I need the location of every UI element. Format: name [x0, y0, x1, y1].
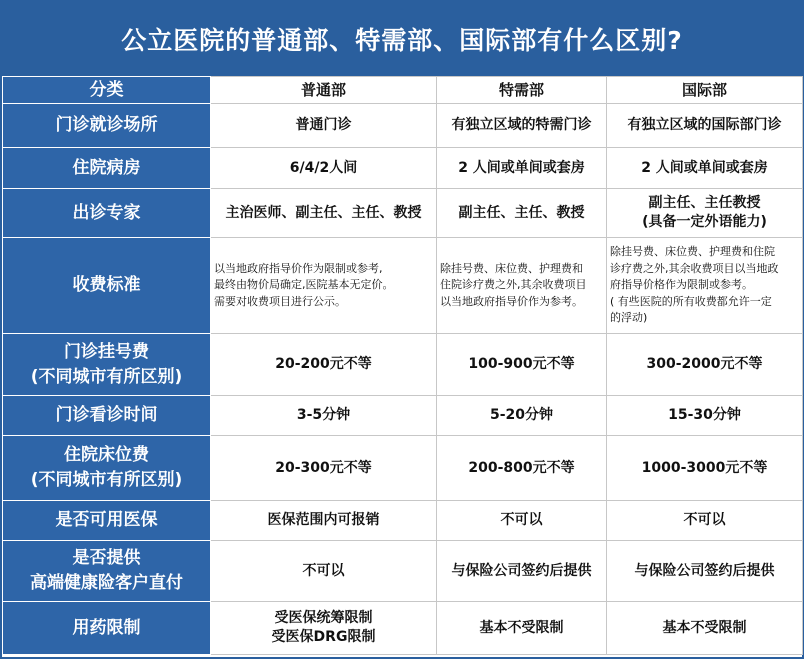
- row-label-line: 住院病房: [72, 157, 141, 178]
- row-label: [3, 189, 211, 238]
- page-title: 公立医院的普通部、特需部、国际部有什么区别?: [2, 2, 802, 76]
- table-cell: 20-300元不等: [211, 436, 437, 501]
- table-cell: 15-30分钟: [607, 396, 803, 436]
- row-label-line: 用药限制: [72, 617, 141, 638]
- table-cell: 100-900元不等: [437, 334, 607, 396]
- table-row: [3, 436, 803, 501]
- table-cell: 受医保统筹限制 受医保DRG限制: [211, 602, 437, 655]
- table-cell: 有独立区域的国际部门诊: [607, 104, 803, 148]
- row-label: [3, 238, 211, 334]
- header-international: 国际部: [607, 77, 803, 104]
- row-label-line: 是否提供: [72, 548, 141, 569]
- table-cell: 不可以: [607, 501, 803, 541]
- table-cell: 除挂号费、床位费、护理费和 住院诊疗费之外,其余收费项目 以当地政府指导价作为参考。: [437, 238, 607, 334]
- row-label-line: 门诊就诊场所: [55, 115, 158, 136]
- row-label-line: 住院床位费: [64, 445, 149, 466]
- table-cell: 副主任、主任教授 (具备一定外语能力): [607, 189, 803, 238]
- table-cell: 普通门诊: [211, 104, 437, 148]
- table-cell: 医保范围内可报销: [211, 501, 437, 541]
- table-row: [3, 501, 803, 541]
- table-cell: 1000-3000元不等: [607, 436, 803, 501]
- row-label-line: 门诊看诊时间: [55, 405, 158, 426]
- table-cell: 基本不受限制: [607, 602, 803, 655]
- row-label-line: 是否可用医保: [55, 510, 158, 531]
- table-row: [3, 238, 803, 334]
- row-label: [3, 436, 211, 501]
- table-cell: 2 人间或单间或套房: [437, 148, 607, 189]
- table-header-row: [3, 77, 803, 104]
- table-cell: 除挂号费、床位费、护理费和住院 诊疗费之外,其余收费项目以当地政 府指导价格作为限制或参考。 ( 有些医院的所有收费都允许一定 的浮动): [607, 238, 803, 334]
- row-label: [3, 602, 211, 655]
- row-label-line: (不同城市有所区别): [30, 366, 183, 387]
- table-cell: 以当地政府指导价作为限制或参考, 最终由物价局确定,医院基本无定价。 需要对收费项目进行公示。: [211, 238, 437, 334]
- table-cell: 5-20分钟: [437, 396, 607, 436]
- table-cell: 与保险公司签约后提供: [437, 541, 607, 602]
- table-cell: 300-2000元不等: [607, 334, 803, 396]
- table-cell: 200-800元不等: [437, 436, 607, 501]
- table-row: [3, 104, 803, 148]
- row-label-line: 收费标准: [72, 275, 141, 296]
- row-label: [3, 541, 211, 602]
- header-general: 普通部: [211, 77, 437, 104]
- table-row: [3, 602, 803, 655]
- table-cell: 3-5分钟: [211, 396, 437, 436]
- table-cell: 2 人间或单间或套房: [607, 148, 803, 189]
- table-row: [3, 148, 803, 189]
- table-row: [3, 189, 803, 238]
- table-cell: 与保险公司签约后提供: [607, 541, 803, 602]
- table-row: [3, 541, 803, 602]
- row-label: [3, 501, 211, 541]
- table-cell: 6/4/2人间: [211, 148, 437, 189]
- table-cell: 基本不受限制: [437, 602, 607, 655]
- table-cell: 主治医师、副主任、主任、教授: [211, 189, 437, 238]
- header-special-needs: 特需部: [437, 77, 607, 104]
- row-label: [3, 396, 211, 436]
- table-cell: 不可以: [211, 541, 437, 602]
- row-label-line: (不同城市有所区别): [30, 470, 183, 490]
- table-row: [3, 334, 803, 396]
- table-cell: 20-200元不等: [211, 334, 437, 396]
- table-cell: 副主任、主任、教授: [437, 189, 607, 238]
- comparison-table: [2, 76, 803, 655]
- row-label-line: 高端健康险客户直付: [30, 573, 183, 593]
- row-label: [3, 334, 211, 396]
- row-label: [3, 104, 211, 148]
- table-row: [3, 396, 803, 436]
- row-label-line: 门诊挂号费: [64, 341, 149, 362]
- table-cell: 不可以: [437, 501, 607, 541]
- table-cell: 有独立区域的特需门诊: [437, 104, 607, 148]
- row-label-line: 出诊专家: [72, 202, 141, 223]
- row-label: [3, 148, 211, 189]
- header-category: 分类: [3, 77, 211, 104]
